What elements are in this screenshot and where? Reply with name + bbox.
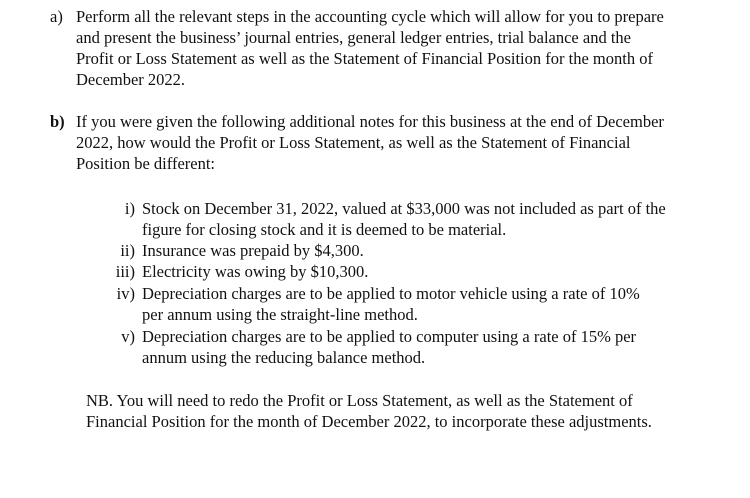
adjustment-item-line: Insurance was prepaid by $4,300. — [142, 241, 364, 260]
adjustment-item-line: annum using the reducing balance method. — [142, 348, 426, 367]
question-b-line: 2022, how would the Profit or Loss Statement, as well as the Statement of Financial — [76, 133, 631, 152]
adjustment-item-label: v) — [121, 327, 135, 346]
question-a-label: a) — [50, 7, 63, 26]
question-a-text — [76, 6, 746, 90]
adjustment-item-line: Electricity was owing by $10,300. — [142, 262, 369, 281]
adjustment-item-text — [142, 326, 742, 368]
question-a-line: Perform all the relevant steps in the accounting cycle which will allow for you to prepare — [76, 7, 664, 26]
adjustment-item-line: Depreciation charges are to be applied to motor vehicle using a rate of 10% — [142, 284, 640, 303]
adjustment-item-text — [142, 198, 742, 240]
adjustment-item-line: figure for closing stock and it is deemed to be material. — [142, 220, 507, 239]
adjustment-item-label: i) — [124, 199, 135, 218]
question-a-line: and present the business’ journal entries, general ledger entries, trial balance and the — [76, 28, 631, 47]
question-b-label: b) — [50, 112, 65, 131]
adjustment-item-line: per annum using the straight-line method. — [142, 305, 418, 324]
adjustment-item-line: Depreciation charges are to be applied to computer using a rate of 15% per — [142, 327, 637, 346]
note-line: Financial Position for the month of December 2022, to incorporate these adjustments. — [86, 412, 652, 431]
note-line: NB. You will need to redo the Profit or Loss Statement, as well as the Statement of — [86, 391, 633, 410]
note-paragraph — [86, 390, 746, 432]
question-b-line: Position be different: — [76, 154, 216, 173]
question-a-line: December 2022. — [76, 70, 186, 89]
adjustment-item-line: Stock on December 31, 2022, valued at $33,000 was not included as part of the — [142, 199, 666, 218]
adjustment-item-label: ii) — [120, 241, 135, 260]
adjustment-item-text — [142, 240, 742, 261]
question-a-line: Profit or Loss Statement as well as the Statement of Financial Position for the month of — [76, 49, 653, 68]
adjustment-item-text — [142, 283, 742, 325]
adjustment-item-label: iv) — [116, 284, 135, 303]
question-b-line: If you were given the following additional notes for this business at the end of December — [76, 112, 664, 131]
question-b-text — [76, 111, 746, 174]
adjustment-item-label: iii) — [115, 262, 135, 281]
adjustment-item-text — [142, 261, 742, 282]
